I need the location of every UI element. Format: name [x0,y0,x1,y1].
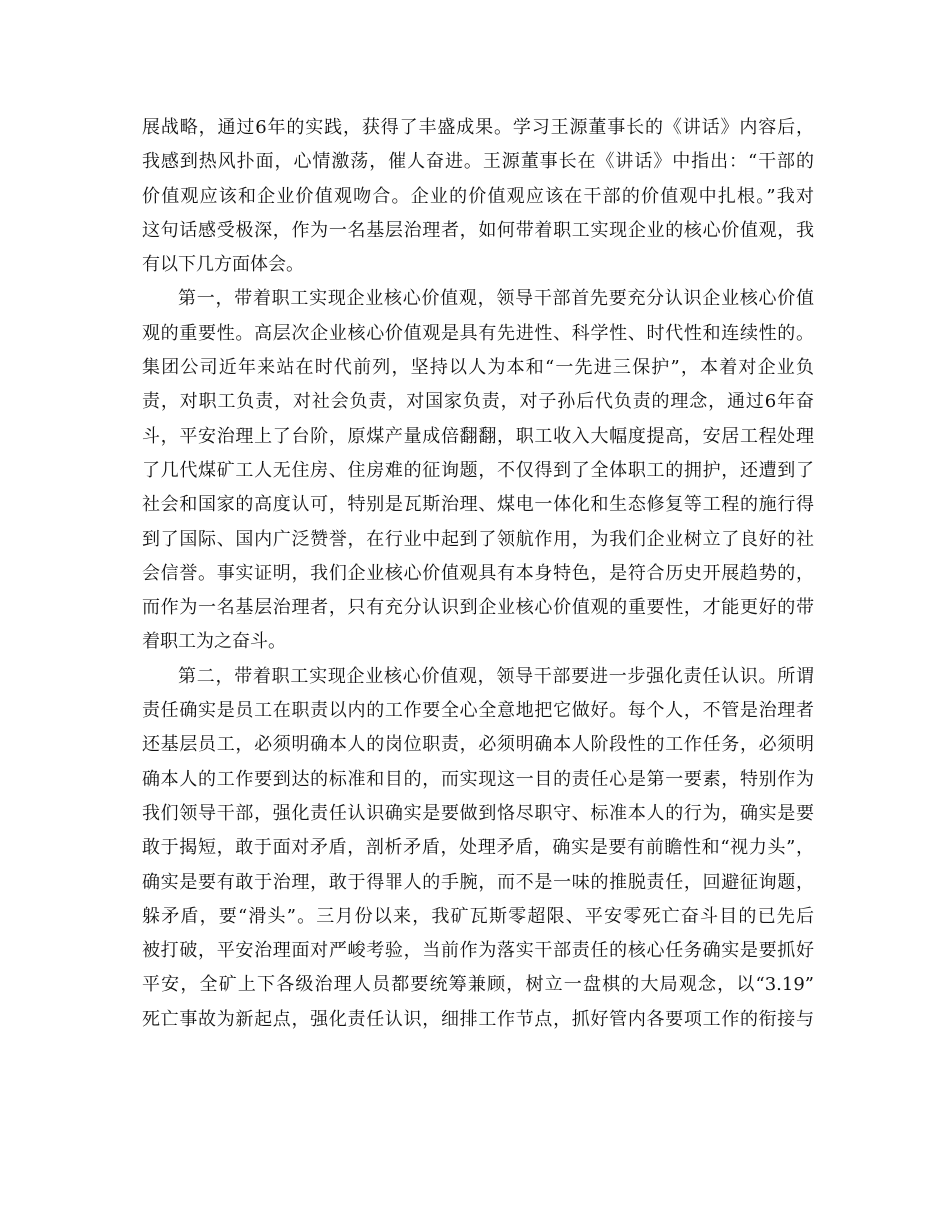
text-line: 我们领导干部，强化责任认识确实是要做到恪尽职守、标准本人的行为，确实是要 [142,802,814,824]
text-line: 责任确实是员工在职责以内的工作要全心全意地把它做好。每个人，不管是治理者 [142,700,814,722]
text-line: 会信誉。事实证明，我们企业核心价值观具有本身特色，是符合历史开展趋势的， [142,562,814,584]
text-line: 观的重要性。高层次企业核心价值观是具有先进性、科学性、时代性和连续性的。 [142,322,814,344]
text-line: 展战略，通过6年的实践，获得了丰盛成果。学习王源董事长的《讲话》内容后， [142,117,814,138]
text-line: 集团公司近年来站在时代前列，坚持以人为本和“一先进三保护”，本着对企业负 [142,357,814,379]
text-line: 价值观应该和企业价值观吻合。企业的价值观应该在干部的价值观中扎根。”我对 [142,185,814,207]
text-line: 死亡事故为新起点，强化责任认识，细排工作节点，抓好管内各要项工作的衔接与 [142,1008,814,1030]
text-line: 有以下几方面体会。 [142,254,304,276]
text-line: 了几代煤矿工人无住房、住房难的征询题，不仅得到了全体职工的拥护，还遭到了 [142,459,814,481]
text-line: 平安，全矿上下各级治理人员都要统筹兼顾，树立一盘棋的大局观念，以“3.19” [142,974,814,996]
text-line: 还基层员工，必须明确本人的岗位职责，必须明确本人阶段性的工作任务，必须明 [142,734,814,756]
paragraph-first-line: 第一，带着职工实现企业核心价值观，领导干部首先要充分认识企业核心价值 [178,288,814,310]
text-line: 斗，平安治理上了台阶，原煤产量成倍翻翻，职工收入大幅度提高，安居工程处理 [142,425,814,447]
text-line: 责，对职工负责，对社会负责，对国家负责，对子孙后代负责的理念，通过6年奋 [142,391,814,413]
paragraph-first-line: 第二，带着职工实现企业核心价值观，领导干部要进一步强化责任认识。所谓 [178,665,814,687]
text-line: 而作为一名基层治理者，只有充分认识到企业核心价值观的重要性，才能更好的带 [142,597,814,619]
text-line: 确实是要有敢于治理，敢于得罪人的手腕，而不是一味的推脱责任，回避征询题， [142,871,814,893]
text-line: 到了国际、国内广泛赞誉，在行业中起到了领航作用，为我们企业树立了良好的社 [142,528,814,550]
text-line: 社会和国家的高度认可，特别是瓦斯治理、煤电一体化和生态修复等工程的施行得 [142,494,814,516]
text-line: 躲矛盾，要“滑头”。三月份以来，我矿瓦斯零超限、平安零死亡奋斗目的已先后 [142,905,814,927]
document-body [142,111,814,1037]
text-line: 敢于揭短，敢于面对矛盾，剖析矛盾，处理矛盾，确实是要有前瞻性和“视力头”， [142,837,814,859]
text-line: 我感到热风扑面，心情激荡，催人奋进。王源董事长在《讲话》中指出：“干部的 [142,151,814,173]
text-line: 这句话感受极深，作为一名基层治理者，如何带着职工实现企业的核心价值观，我 [142,219,814,241]
text-line: 被打破，平安治理面对严峻考验，当前作为落实干部责任的核心任务确实是要抓好 [142,940,814,962]
text-line: 着职工为之奋斗。 [142,631,286,653]
text-line: 确本人的工作要到达的标准和目的，而实现这一目的责任心是第一要素，特别作为 [142,768,814,790]
